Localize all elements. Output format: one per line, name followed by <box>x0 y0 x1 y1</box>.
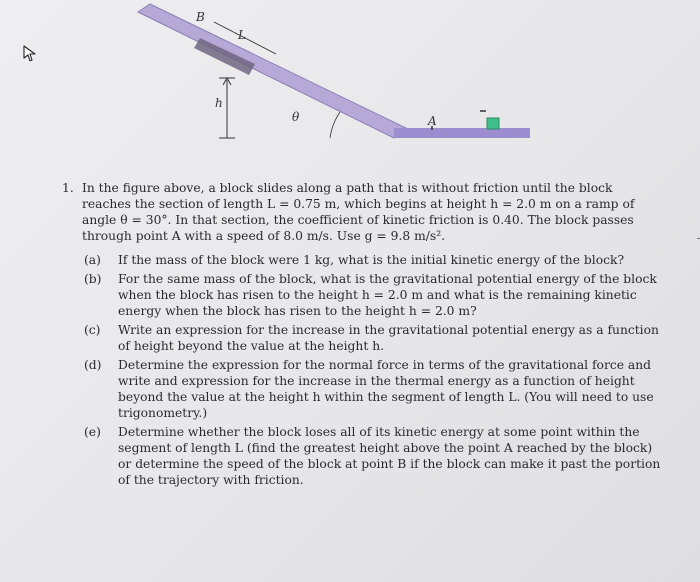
part-a <box>84 252 662 268</box>
part-text: If the mass of the block were 1 kg, what is the initial kinetic energy of the block? <box>118 253 625 267</box>
part-text: Determine the expression for the normal force in terms of the gravitational force and write and expression for the increase in the thermal energy as a function of height beyond the value at the height h within the segment of length L. (You will need to use trigonometry.) <box>118 358 654 420</box>
part-text: Write an expression for the increase in the gravitational potential energy as a function of height beyond the value at the height h. <box>118 323 659 353</box>
ramp-diagram <box>0 0 700 160</box>
label-b: B <box>196 10 205 24</box>
part-text: For the same mass of the block, what is the gravitational potential energy of the block when the block has risen to the height h = 2.0 m and what is the remaining kinetic energy when the block has risen to the height h = 2.0 m? <box>118 272 657 318</box>
label-l: L <box>238 28 246 42</box>
problem-1 <box>62 180 662 491</box>
part-text: Determine whether the block loses all of its kinetic energy at some point within the segment of length L (find the greatest height above the point A reached by the block) or determine the speed of the block at point B if the block can make it past the portion of the trajectory with friction. <box>118 425 661 487</box>
part-c <box>84 322 662 354</box>
ramp-figure <box>0 0 700 160</box>
part-label: (b) <box>84 272 102 286</box>
label-a: A <box>428 114 437 128</box>
block <box>487 118 499 129</box>
part-d <box>84 357 662 421</box>
part-label: (a) <box>84 253 101 267</box>
angle-arc <box>330 112 340 138</box>
pointer-cursor-icon <box>22 44 38 66</box>
part-label: (c) <box>84 323 101 337</box>
problem-parts <box>84 252 662 488</box>
floor <box>394 128 530 138</box>
part-e <box>84 424 662 488</box>
problem-number: 1. <box>62 181 74 195</box>
label-theta: θ <box>292 110 300 124</box>
label-h: h <box>215 96 223 110</box>
part-b <box>84 271 662 319</box>
part-label: (e) <box>84 425 101 439</box>
part-label: (d) <box>84 358 102 372</box>
ramp <box>138 4 406 138</box>
problem-stem: In the figure above, a block slides along a path that is without friction until the block reaches the section of length L = 0.75 m, which begins at height h = 2.0 m on a ramp of angle θ = 30°. In that section, the coefficient of kinetic friction is 0.40. The block passes through point A with a speed of 8.0 m/s. Use g = 9.8 m/s². <box>82 181 635 243</box>
